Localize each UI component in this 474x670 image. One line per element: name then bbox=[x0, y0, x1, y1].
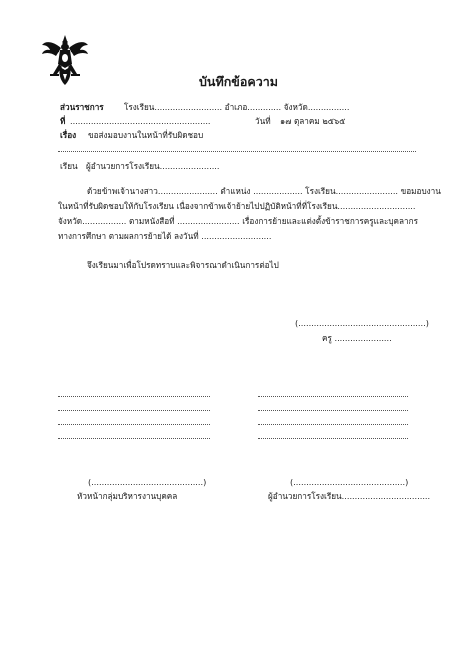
closing-sentence: จึงเรียนมาเพื่อโปรดทราบและพิจารณาดำเนินการต่อไป bbox=[87, 260, 279, 270]
agency-value: โรงเรียน.......................... อำเภอ............. จังหวัด................ bbox=[124, 102, 350, 112]
salutation-label: เรียน bbox=[60, 161, 78, 171]
right-comment-line-2 bbox=[258, 410, 408, 411]
main-signature-name: (.................................................) bbox=[295, 318, 429, 328]
subject-label: เรื่อง bbox=[60, 130, 77, 140]
body-line-1: ด้วยข้าพเจ้านางสาว....................... ตำแหน่ง ................... โรงเรียน........................ ขอมอบงาน bbox=[87, 186, 441, 196]
ref-label: ที่ bbox=[60, 116, 66, 126]
right-signature-title: ผู้อำนวยการโรงเรียน.................................. bbox=[268, 491, 431, 501]
left-comment-line-2 bbox=[58, 410, 210, 411]
main-signature-title: ครู ...................... bbox=[322, 333, 392, 343]
body-line-4: ทางการศึกษา ตามผลการย้ายได้ ลงวันที่ ........................... bbox=[58, 231, 272, 241]
right-comment-line-1 bbox=[258, 396, 408, 397]
memo-title: บันทึกข้อความ bbox=[199, 74, 278, 89]
date-label: วันที่ bbox=[255, 116, 271, 126]
body-line-2: ในหน้าที่รับผิดชอบให้กับโรงเรียน เนื่องจากข้าพเจ้าย้ายไปปฏิบัติหน้าที่ที่โรงเรียน.............................. bbox=[58, 201, 416, 211]
left-comment-line-1 bbox=[58, 396, 210, 397]
left-signature-title: หัวหน้ากลุ่มบริหารงานบุคคล bbox=[77, 491, 178, 501]
left-comment-line-3 bbox=[58, 424, 210, 425]
left-comment-line-4 bbox=[58, 438, 210, 439]
left-signature-name: (...........................................) bbox=[88, 477, 207, 487]
garuda-emblem bbox=[40, 34, 90, 86]
agency-label: ส่วนราชการ bbox=[60, 102, 104, 112]
header-divider bbox=[58, 151, 416, 152]
salutation-recipient: ผู้อำนวยการโรงเรียน....................... bbox=[86, 161, 220, 171]
ref-dots: ...................................................... bbox=[70, 116, 211, 126]
right-comment-line-4 bbox=[258, 438, 408, 439]
right-comment-line-3 bbox=[258, 424, 408, 425]
date-value: ๑๗ ตุลาคม ๒๕๖๕ bbox=[280, 116, 346, 126]
right-signature-name: (...........................................) bbox=[290, 477, 409, 487]
body-line-3: จังหวัด................. ตามหนังสือที่ ........................ เรื่องการย้ายและแต่งตั้งข้าราชการครูและบุคลากร bbox=[58, 216, 418, 226]
subject-value: ขอส่งมอบงานในหน้าที่รับผิดชอบ bbox=[88, 130, 204, 140]
